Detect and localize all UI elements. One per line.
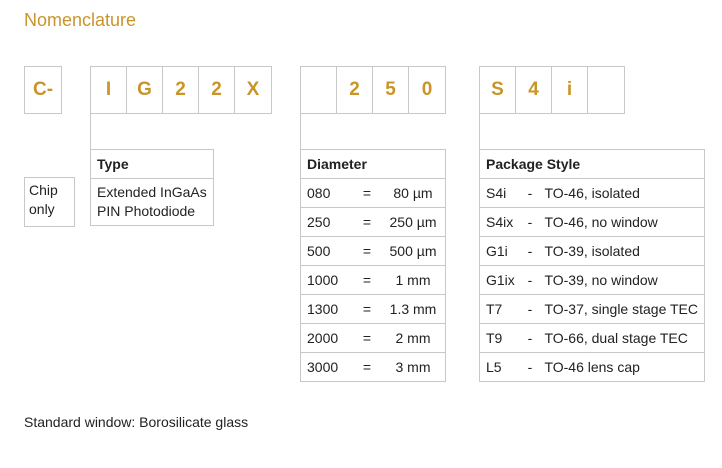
- diameter-code: 3000: [301, 353, 354, 382]
- code-cell-prefix: C-: [24, 66, 62, 114]
- table-row: [480, 324, 705, 353]
- diameter-table: [300, 149, 446, 382]
- type-value-line1: Extended InGaAs: [97, 184, 207, 200]
- code-cell: 2: [336, 66, 373, 114]
- code-cell: [587, 66, 625, 114]
- diameter-code: 080: [301, 179, 354, 208]
- type-header: Type: [91, 150, 214, 179]
- diameter-eq: =: [353, 353, 381, 382]
- diameter-eq: =: [353, 266, 381, 295]
- code-cell: [300, 66, 337, 114]
- table-row: [480, 295, 705, 324]
- type-table: [90, 149, 214, 226]
- package-table: [479, 149, 705, 382]
- diameter-code: 2000: [301, 324, 354, 353]
- package-code: T7: [480, 295, 522, 324]
- package-code: T9: [480, 324, 522, 353]
- package-dash: -: [521, 237, 538, 266]
- code-cell: i: [551, 66, 588, 114]
- package-value: TO-46, isolated: [538, 179, 704, 208]
- diameter-code: 1300: [301, 295, 354, 324]
- package-dash: -: [521, 266, 538, 295]
- package-dash: -: [521, 353, 538, 382]
- code-cell: 2: [198, 66, 235, 114]
- package-code: G1i: [480, 237, 522, 266]
- diameter-value: 2 mm: [381, 324, 446, 353]
- diameter-value: 1.3 mm: [381, 295, 446, 324]
- package-dash: -: [521, 179, 538, 208]
- type-value: [91, 179, 214, 226]
- package-dash: -: [521, 295, 538, 324]
- package-code: S4i: [480, 179, 522, 208]
- chip-label-line1: Chip: [29, 182, 58, 198]
- package-value: TO-46 lens cap: [538, 353, 704, 382]
- package-code: S4ix: [480, 208, 522, 237]
- connector-line-package: [479, 114, 480, 150]
- package-code: L5: [480, 353, 522, 382]
- diameter-value: 250 µm: [381, 208, 446, 237]
- diameter-header: Diameter: [301, 150, 446, 179]
- table-row: [301, 324, 446, 353]
- table-row: [480, 353, 705, 382]
- diameter-code: 250: [301, 208, 354, 237]
- diameter-eq: =: [353, 324, 381, 353]
- code-cell: 0: [408, 66, 446, 114]
- type-value-line2: PIN Photodiode: [97, 203, 196, 219]
- code-cell: 2: [162, 66, 199, 114]
- package-header: Package Style: [480, 150, 705, 179]
- package-value: TO-66, dual stage TEC: [538, 324, 704, 353]
- chip-label-line2: only: [29, 201, 55, 217]
- code-cell: I: [90, 66, 127, 114]
- page-title: Nomenclature: [24, 10, 137, 30]
- code-cell: X: [234, 66, 272, 114]
- standard-window-note: Standard window: Borosilicate glass: [24, 414, 249, 430]
- diameter-eq: =: [353, 295, 381, 324]
- diameter-value: 3 mm: [381, 353, 446, 382]
- table-row: [301, 208, 446, 237]
- connector-line-diameter: [300, 114, 301, 150]
- package-value: TO-39, isolated: [538, 237, 704, 266]
- connector-line-type: [90, 114, 91, 150]
- table-row: [301, 237, 446, 266]
- table-row: [480, 208, 705, 237]
- table-row: [480, 179, 705, 208]
- diameter-code: 1000: [301, 266, 354, 295]
- diameter-eq: =: [353, 179, 381, 208]
- package-dash: -: [521, 324, 538, 353]
- package-code: G1ix: [480, 266, 522, 295]
- diameter-code: 500: [301, 237, 354, 266]
- code-cell: S: [479, 66, 516, 114]
- diameter-eq: =: [353, 208, 381, 237]
- package-dash: -: [521, 208, 538, 237]
- chip-only-box: [24, 177, 75, 227]
- diameter-eq: =: [353, 237, 381, 266]
- diameter-value: 80 µm: [381, 179, 446, 208]
- table-row: [480, 237, 705, 266]
- diameter-value: 1 mm: [381, 266, 446, 295]
- package-value: TO-46, no window: [538, 208, 704, 237]
- code-cell: 5: [372, 66, 409, 114]
- table-row: [480, 266, 705, 295]
- code-cell: G: [126, 66, 163, 114]
- code-cell: 4: [515, 66, 552, 114]
- diameter-value: 500 µm: [381, 237, 446, 266]
- table-row: [301, 179, 446, 208]
- table-row: [301, 295, 446, 324]
- package-value: TO-37, single stage TEC: [538, 295, 704, 324]
- table-row: [301, 353, 446, 382]
- package-value: TO-39, no window: [538, 266, 704, 295]
- table-row: [301, 266, 446, 295]
